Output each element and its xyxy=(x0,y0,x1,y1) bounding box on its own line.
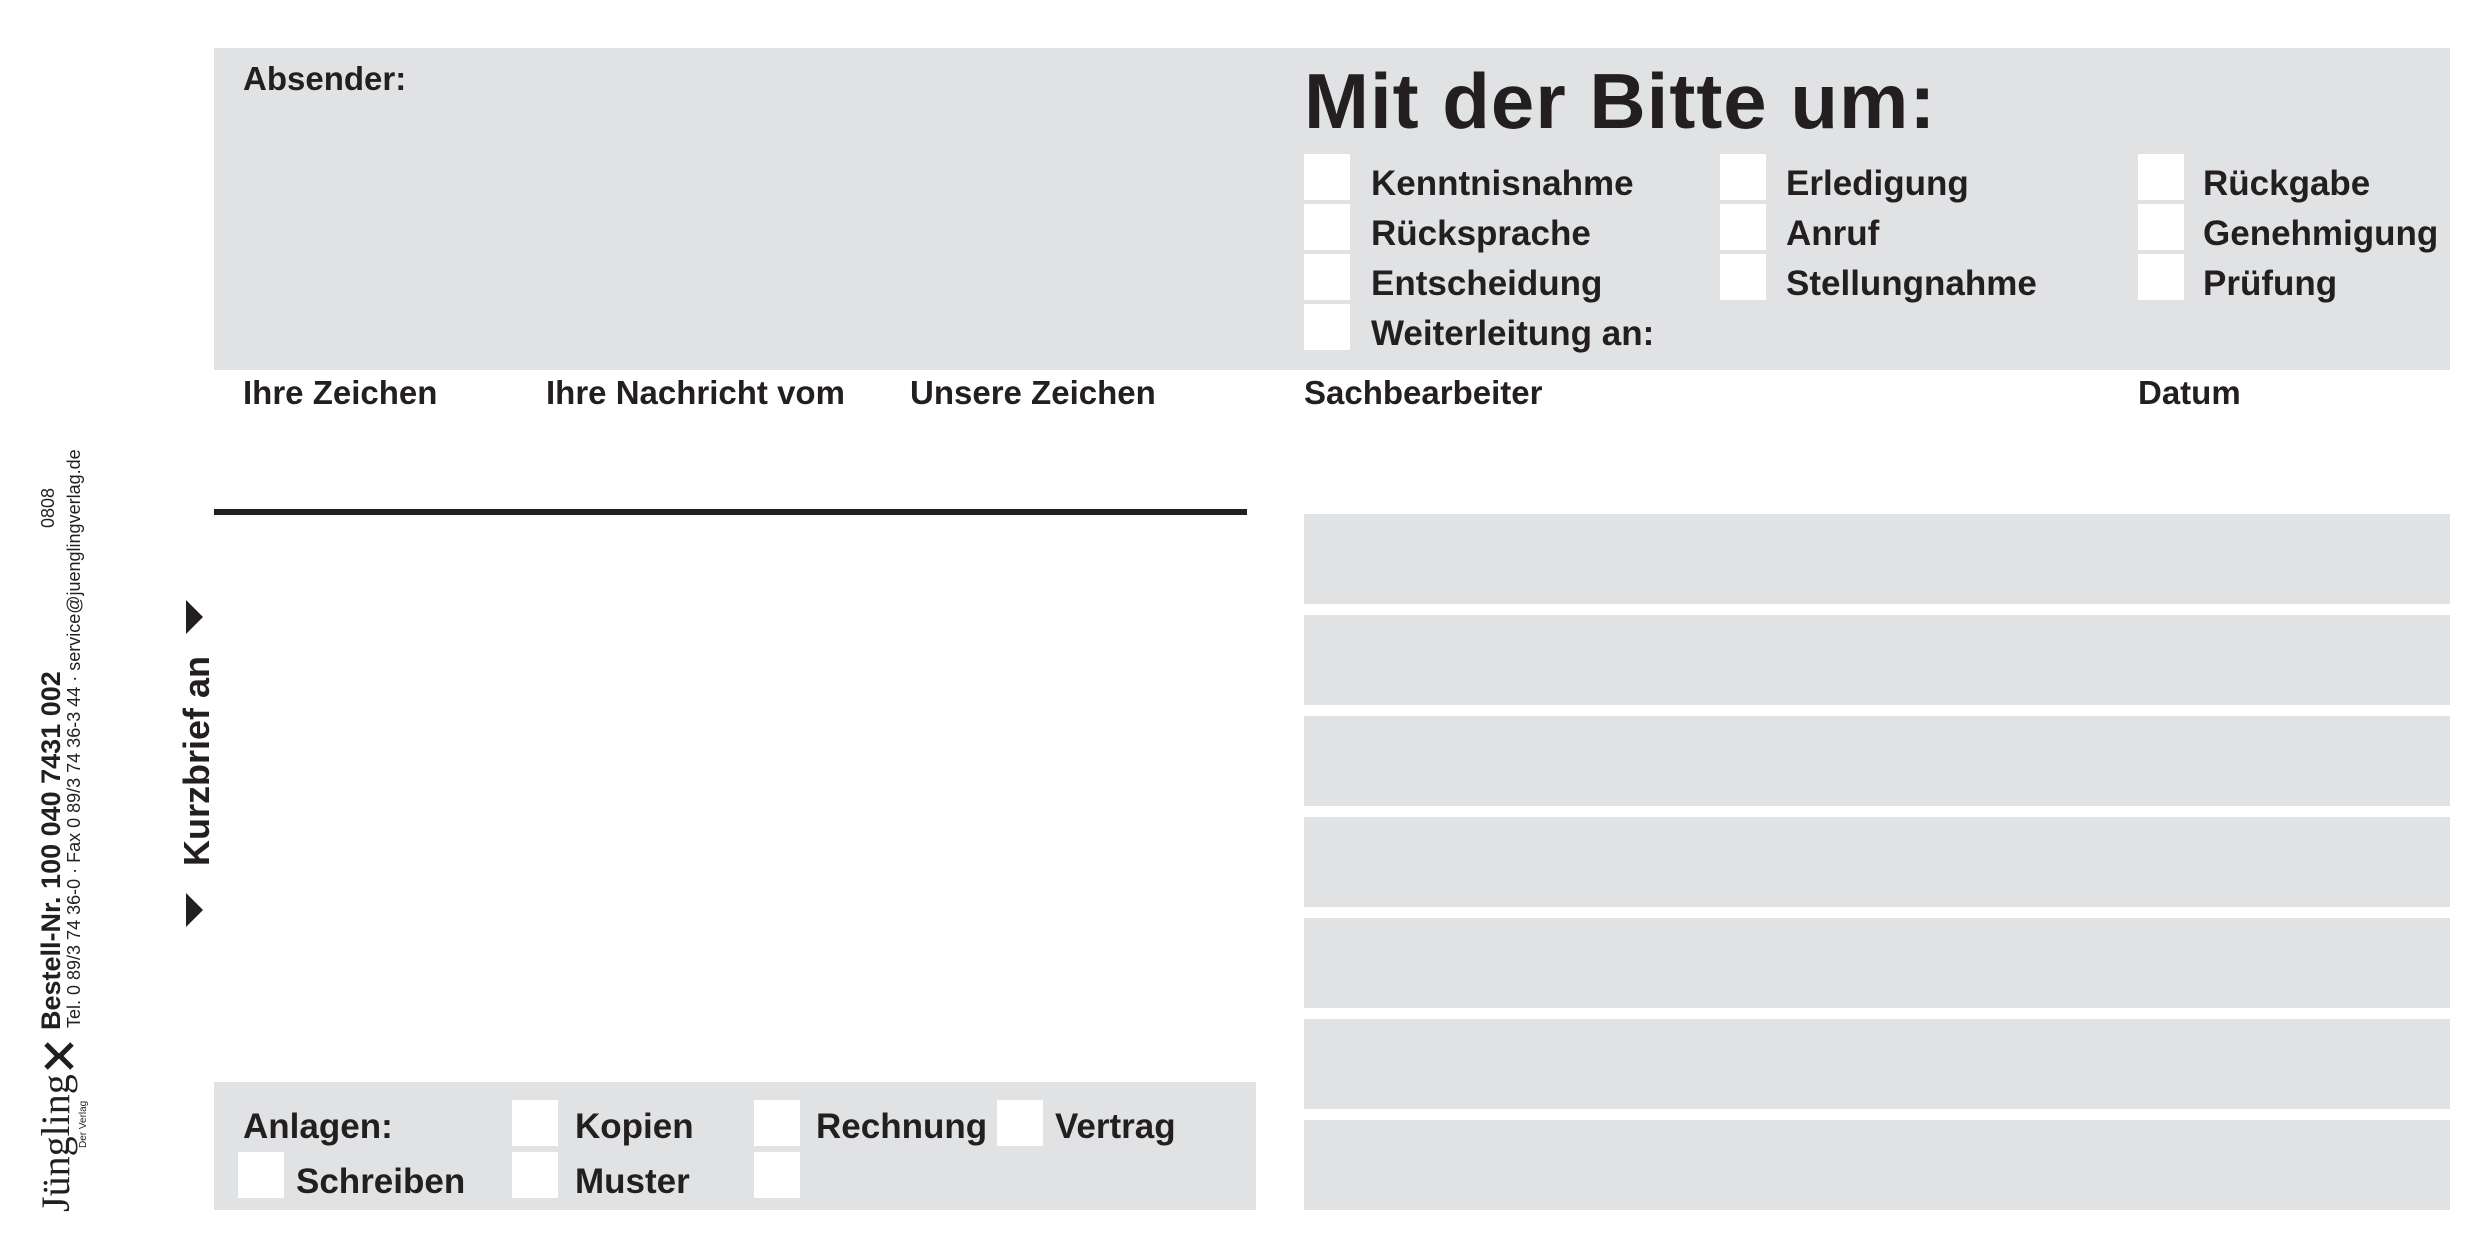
checkbox-blank[interactable] xyxy=(754,1152,800,1198)
your-message-label: Ihre Nachricht vom xyxy=(546,374,845,411)
checkbox-stellungnahme[interactable] xyxy=(1720,254,1766,300)
checkbox-anruf[interactable] xyxy=(1720,204,1766,250)
message-line-4[interactable] xyxy=(1304,817,2450,907)
checkbox-vertrag[interactable] xyxy=(997,1100,1043,1146)
attachment-option-label: Schreiben xyxy=(296,1162,466,1201)
date-label: Datum xyxy=(2138,374,2241,411)
checkbox-erledigung[interactable] xyxy=(1720,154,1766,200)
address-divider xyxy=(214,509,1247,515)
marker-triangle-icon xyxy=(186,600,203,634)
message-line-7[interactable] xyxy=(1304,1120,2450,1210)
checkbox-schreiben[interactable] xyxy=(238,1152,284,1198)
option-label: Genehmigung xyxy=(2203,214,2439,253)
option-label: Stellungnahme xyxy=(1786,264,2037,303)
message-line-5[interactable] xyxy=(1304,918,2450,1008)
attachment-option-label: Kopien xyxy=(575,1107,694,1146)
checkbox-kenntnisnahme[interactable] xyxy=(1304,154,1350,200)
marker-triangle-icon xyxy=(186,893,203,927)
checkbox-entscheidung[interactable] xyxy=(1304,254,1350,300)
option-label: Prüfung xyxy=(2203,264,2338,303)
request-title: Mit der Bitte um: xyxy=(1304,57,1937,145)
our-sign-label: Unsere Zeichen xyxy=(910,374,1156,411)
option-label: Weiterleitung an: xyxy=(1371,314,1655,353)
option-label: Entscheidung xyxy=(1371,264,1603,303)
order-number: Bestell-Nr. 100 040 7431 002 xyxy=(36,671,66,1030)
attachment-option-label: Rechnung xyxy=(816,1107,988,1146)
checkbox-rueckgabe[interactable] xyxy=(2138,154,2184,200)
attachment-option-label: Vertrag xyxy=(1055,1107,1176,1146)
publisher-contact: Tel. 0 89/3 74 36-0 · Fax 0 89/3 74 36-3 44 · service@juenglingverlag.de xyxy=(64,449,84,1028)
publisher-logo: Jüngling xyxy=(33,1074,78,1212)
message-line-1[interactable] xyxy=(1304,514,2450,604)
sender-label: Absender: xyxy=(243,60,407,97)
option-label: Rückgabe xyxy=(2203,164,2371,203)
option-label: Rücksprache xyxy=(1371,214,1591,253)
checkbox-genehmigung[interactable] xyxy=(2138,204,2184,250)
attachment-option-label: Muster xyxy=(575,1162,690,1201)
checkbox-pruefung[interactable] xyxy=(2138,254,2184,300)
option-label: Kenntnisnahme xyxy=(1371,164,1634,203)
message-line-2[interactable] xyxy=(1304,615,2450,705)
message-line-3[interactable] xyxy=(1304,716,2450,806)
option-label: Anruf xyxy=(1786,214,1880,253)
attachments-label: Anlagen: xyxy=(243,1107,393,1146)
form-code: 0808 xyxy=(38,487,58,528)
checkbox-ruecksprache[interactable] xyxy=(1304,204,1350,250)
checkbox-rechnung[interactable] xyxy=(754,1100,800,1146)
checkbox-weiterleitung[interactable] xyxy=(1304,304,1350,350)
option-label: Erledigung xyxy=(1786,164,1969,203)
publisher-tagline: Der Verlag xyxy=(78,1100,89,1148)
checkbox-kopien[interactable] xyxy=(512,1100,558,1146)
message-line-6[interactable] xyxy=(1304,1019,2450,1109)
recipient-label: Kurzbrief an xyxy=(176,655,217,866)
logo-mark-icon xyxy=(42,1040,76,1074)
clerk-label: Sachbearbeiter xyxy=(1304,374,1543,411)
checkbox-muster[interactable] xyxy=(512,1152,558,1198)
your-sign-label: Ihre Zeichen xyxy=(243,374,438,411)
